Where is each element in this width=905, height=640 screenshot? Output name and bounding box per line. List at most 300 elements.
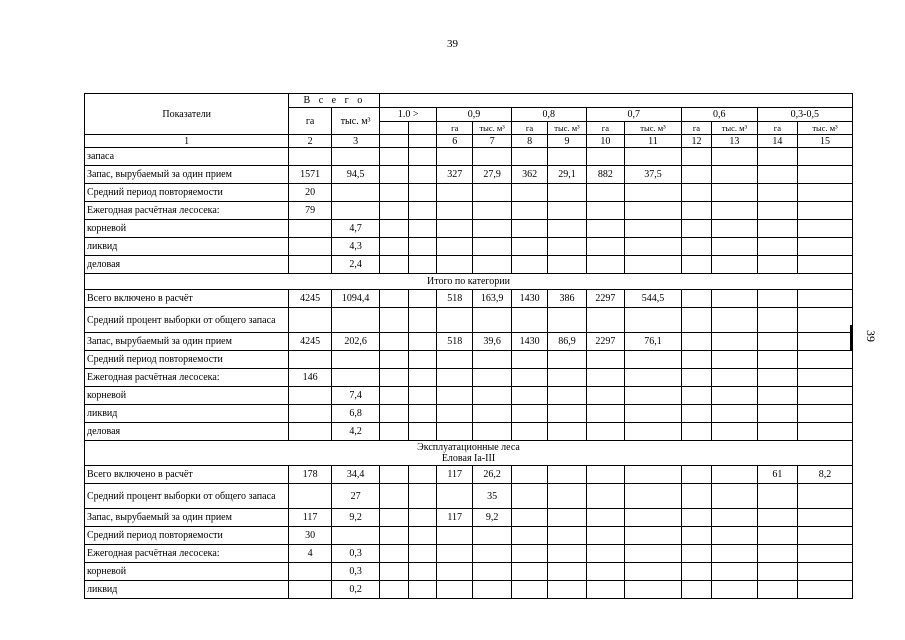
table-cell [625,466,682,484]
table-cell [380,220,408,238]
table-cell [380,563,408,581]
table-cell: 178 [289,466,331,484]
table-cell [586,238,624,256]
table-cell: 518 [437,333,473,351]
table-cell [408,527,436,545]
table-cell [408,333,436,351]
subheader-ha: га [757,122,797,135]
table-cell [712,166,758,184]
table-cell [473,369,511,387]
table-cell [289,387,331,405]
table-cell [437,527,473,545]
header-density: 0,6 [681,108,757,122]
table-cell [681,220,711,238]
table-cell [511,308,547,333]
table-cell: 30 [289,527,331,545]
table-cell: 9,2 [473,509,511,527]
table-cell [681,387,711,405]
section-title-line1: Эксплуатационные леса [417,442,520,453]
section-1 [85,148,853,274]
section-2 [85,290,853,441]
table-cell [548,238,586,256]
table-cell [712,405,758,423]
table-row [85,184,853,202]
table-cell [712,527,758,545]
table-cell [586,256,624,274]
table-cell [548,423,586,441]
table-cell [586,484,624,509]
table-cell [331,369,380,387]
table-cell [625,581,682,599]
table-cell: 9,2 [331,509,380,527]
table-cell [380,256,408,274]
table-cell [548,581,586,599]
table-cell [798,423,853,441]
table-cell [586,405,624,423]
column-number: 13 [712,135,758,148]
section-title [85,441,853,466]
table-cell [757,484,797,509]
table-cell [625,308,682,333]
table-cell [798,405,853,423]
column-number: 3 [331,135,380,148]
table-cell: 26,2 [473,466,511,484]
table-cell [681,563,711,581]
table-cell [380,581,408,599]
table-cell [681,166,711,184]
header-thous-m3: тыс. м³ [331,108,380,135]
table-cell [712,563,758,581]
table-cell [331,527,380,545]
table-cell [473,202,511,220]
table-cell [473,545,511,563]
table-cell: 117 [289,509,331,527]
table-cell [625,509,682,527]
table-cell [798,387,853,405]
table-cell [548,466,586,484]
table-cell [408,509,436,527]
row-label: деловая [85,256,289,274]
table-cell [681,509,711,527]
table-cell [548,351,586,369]
table-cell [681,484,711,509]
table-cell [408,581,436,599]
table-cell: 4245 [289,290,331,308]
table-cell [757,220,797,238]
table-cell [625,220,682,238]
table-cell: 2297 [586,333,624,351]
table-cell [289,351,331,369]
table-cell [625,563,682,581]
table-cell [798,545,853,563]
table-row [85,545,853,563]
table-cell [511,509,547,527]
table-row [85,148,853,166]
table-cell [625,256,682,274]
table-cell [408,290,436,308]
table-cell [757,563,797,581]
table-cell [437,148,473,166]
row-label: деловая [85,423,289,441]
table-cell: 2,4 [331,256,380,274]
table-cell: 20 [289,184,331,202]
subheader-thous-m3: тыс. м³ [473,122,511,135]
table-cell [757,581,797,599]
table-cell [473,184,511,202]
table-cell [408,148,436,166]
subheader-thous-m3: тыс. м³ [712,122,758,135]
table-cell: 1571 [289,166,331,184]
table-cell [757,369,797,387]
table-cell [380,509,408,527]
column-number: 6 [437,135,473,148]
row-label: Запас, вырубаемый за один прием [85,166,289,184]
row-label: Средний период повторяемости [85,351,289,369]
subheader-ha: га [511,122,547,135]
table-cell [408,308,436,333]
table-cell [798,527,853,545]
table-row [85,308,853,333]
table-cell [757,166,797,184]
column-number: 15 [798,135,853,148]
table-cell [511,563,547,581]
table-cell [380,545,408,563]
table-cell [473,308,511,333]
table-cell [798,484,853,509]
table-cell [798,238,853,256]
table-cell: 27 [331,484,380,509]
table-cell [408,466,436,484]
subheader-ha: га [586,122,624,135]
table-cell: 0,2 [331,581,380,599]
table-cell [681,148,711,166]
table-cell [712,308,758,333]
table-cell [548,405,586,423]
row-label: корневой [85,220,289,238]
table-cell [798,509,853,527]
table-cell [681,351,711,369]
table-cell [408,256,436,274]
table-cell [548,184,586,202]
table-cell [625,148,682,166]
section-title: Итого по категории [85,274,853,290]
table-cell [757,148,797,166]
table-cell [798,148,853,166]
table-cell [586,184,624,202]
section-2-title [85,274,853,290]
table-cell [408,387,436,405]
table-cell [408,405,436,423]
table-cell: 163,9 [473,290,511,308]
table-cell: 86,9 [548,333,586,351]
table-cell [511,484,547,509]
table-cell [681,545,711,563]
table-cell: 0,3 [331,545,380,563]
section-title-line2: Еловая Ia-III [441,453,496,464]
row-label: Ежегодная расчётная лесосека: [85,202,289,220]
table-cell [437,369,473,387]
table-cell [437,484,473,509]
table-cell [473,527,511,545]
table-cell [681,184,711,202]
table-cell [408,238,436,256]
table-cell [712,387,758,405]
table-cell [625,351,682,369]
section-3 [85,466,853,599]
table-cell [289,581,331,599]
table-cell: 1094,4 [331,290,380,308]
table-cell [380,466,408,484]
table-cell [681,405,711,423]
table-cell [712,581,758,599]
table-cell [712,509,758,527]
table-cell [437,238,473,256]
table-cell [681,238,711,256]
table-cell [380,423,408,441]
table-row [85,166,853,184]
table-cell [380,202,408,220]
table-cell: 79 [289,202,331,220]
table-cell [408,202,436,220]
table-cell [681,308,711,333]
table-cell: 1430 [511,333,547,351]
table-cell [380,405,408,423]
table-row [85,581,853,599]
table-cell [712,290,758,308]
table-cell: 362 [511,166,547,184]
table-cell: 6,8 [331,405,380,423]
table-cell: 202,6 [331,333,380,351]
table-cell: 1430 [511,290,547,308]
table-cell [712,184,758,202]
row-label: Средний процент выборки от общего запаса [85,484,289,509]
table-cell [437,545,473,563]
table-cell [586,220,624,238]
table-cell [712,545,758,563]
table-cell [380,333,408,351]
subheader-ha: га [437,122,473,135]
header-density: 0,8 [511,108,586,122]
table-cell [437,308,473,333]
table-cell [712,423,758,441]
table-row [85,466,853,484]
table-row [85,369,853,387]
table-cell [586,202,624,220]
table-cell [511,256,547,274]
row-label: ликвид [85,238,289,256]
table-cell: 34,4 [331,466,380,484]
table-cell [548,509,586,527]
column-number [408,135,436,148]
row-label: корневой [85,387,289,405]
table-cell [380,166,408,184]
table-cell: 35 [473,484,511,509]
table-cell [681,466,711,484]
table-cell [757,509,797,527]
table-cell [380,387,408,405]
table-cell [380,484,408,509]
table-cell [511,238,547,256]
table-cell [625,369,682,387]
table-cell: 117 [437,466,473,484]
table-cell [712,351,758,369]
row-label: Средний период повторяемости [85,527,289,545]
table-cell [586,148,624,166]
table-cell [331,184,380,202]
table-cell [511,387,547,405]
table-cell [798,290,853,308]
table-cell [473,220,511,238]
table-cell [511,184,547,202]
table-cell [511,351,547,369]
subheader-thous-m3: тыс. м³ [625,122,682,135]
table-cell [625,238,682,256]
side-page-number: 39 [864,330,878,342]
header-indicators: Показатели [85,94,289,135]
table-cell [625,202,682,220]
table-cell [798,220,853,238]
table-cell [798,351,853,369]
table-cell [473,387,511,405]
table-cell [289,238,331,256]
table-cell [473,238,511,256]
table-cell [437,184,473,202]
table-cell [473,351,511,369]
table-row [85,290,853,308]
row-label: Ежегодная расчётная лесосека: [85,545,289,563]
table-cell [511,220,547,238]
table-cell [757,423,797,441]
table-cell [437,405,473,423]
table-row [85,405,853,423]
table-cell [331,148,380,166]
table-cell: 327 [437,166,473,184]
table-row [85,527,853,545]
row-label: Всего включено в расчёт [85,466,289,484]
table-cell [586,509,624,527]
table-cell [586,527,624,545]
table-cell [681,369,711,387]
table-cell [437,581,473,599]
table-cell [548,308,586,333]
table-cell [625,405,682,423]
column-number: 1 [85,135,289,148]
row-label: Запас, вырубаемый за один прием [85,509,289,527]
table-cell: 76,1 [625,333,682,351]
table-row [85,387,853,405]
table-cell [681,581,711,599]
table-cell [757,351,797,369]
table-cell [380,290,408,308]
table-cell: 61 [757,466,797,484]
table-cell [757,545,797,563]
table-cell [408,184,436,202]
table-row [85,202,853,220]
table-cell: 27,9 [473,166,511,184]
table-cell: 39,6 [473,333,511,351]
table-cell [380,148,408,166]
table-cell [681,290,711,308]
table-cell [798,333,853,351]
table-cell [798,256,853,274]
table-cell [548,220,586,238]
table-cell [548,369,586,387]
table-cell [473,563,511,581]
table-cell [586,308,624,333]
table-cell [625,423,682,441]
table-cell [473,581,511,599]
table-cell: 386 [548,290,586,308]
table-cell [473,405,511,423]
table-cell [757,333,797,351]
table-cell [380,351,408,369]
table-cell [757,256,797,274]
table-cell [473,148,511,166]
table-cell: 2297 [586,290,624,308]
table-cell [712,202,758,220]
table-cell [511,148,547,166]
table-cell [681,333,711,351]
table-cell [757,527,797,545]
table-cell [289,563,331,581]
table-cell [437,220,473,238]
table-cell [798,308,853,333]
table-cell [681,423,711,441]
table-cell [437,563,473,581]
table-cell [586,387,624,405]
table-cell [408,351,436,369]
column-number: 7 [473,135,511,148]
column-number: 2 [289,135,331,148]
table-cell [548,563,586,581]
table-cell [511,581,547,599]
table-cell [473,423,511,441]
table-cell [380,527,408,545]
table-cell [289,308,331,333]
table-cell [712,466,758,484]
table-cell [798,184,853,202]
table-cell [511,405,547,423]
table-row [85,563,853,581]
table-cell [625,387,682,405]
subheader-ha: га [681,122,711,135]
table-cell [681,527,711,545]
table-cell [548,527,586,545]
table-cell [712,484,758,509]
table-cell [548,148,586,166]
table-cell [712,256,758,274]
table-cell [548,545,586,563]
row-label: запаса [85,148,289,166]
table-cell [625,527,682,545]
table-cell [757,290,797,308]
table-cell: 0,3 [331,563,380,581]
table-cell [408,545,436,563]
table-cell [712,238,758,256]
table-cell: 8,2 [798,466,853,484]
table-cell [437,387,473,405]
row-label: Запас, вырубаемый за один прием [85,333,289,351]
table-cell [511,423,547,441]
column-numbers-row [85,135,853,148]
header-density: 0,3-0,5 [757,108,852,122]
table-row [85,220,853,238]
table-cell [586,563,624,581]
column-number: 9 [548,135,586,148]
table-cell [289,423,331,441]
table-cell [408,484,436,509]
table-cell [380,369,408,387]
